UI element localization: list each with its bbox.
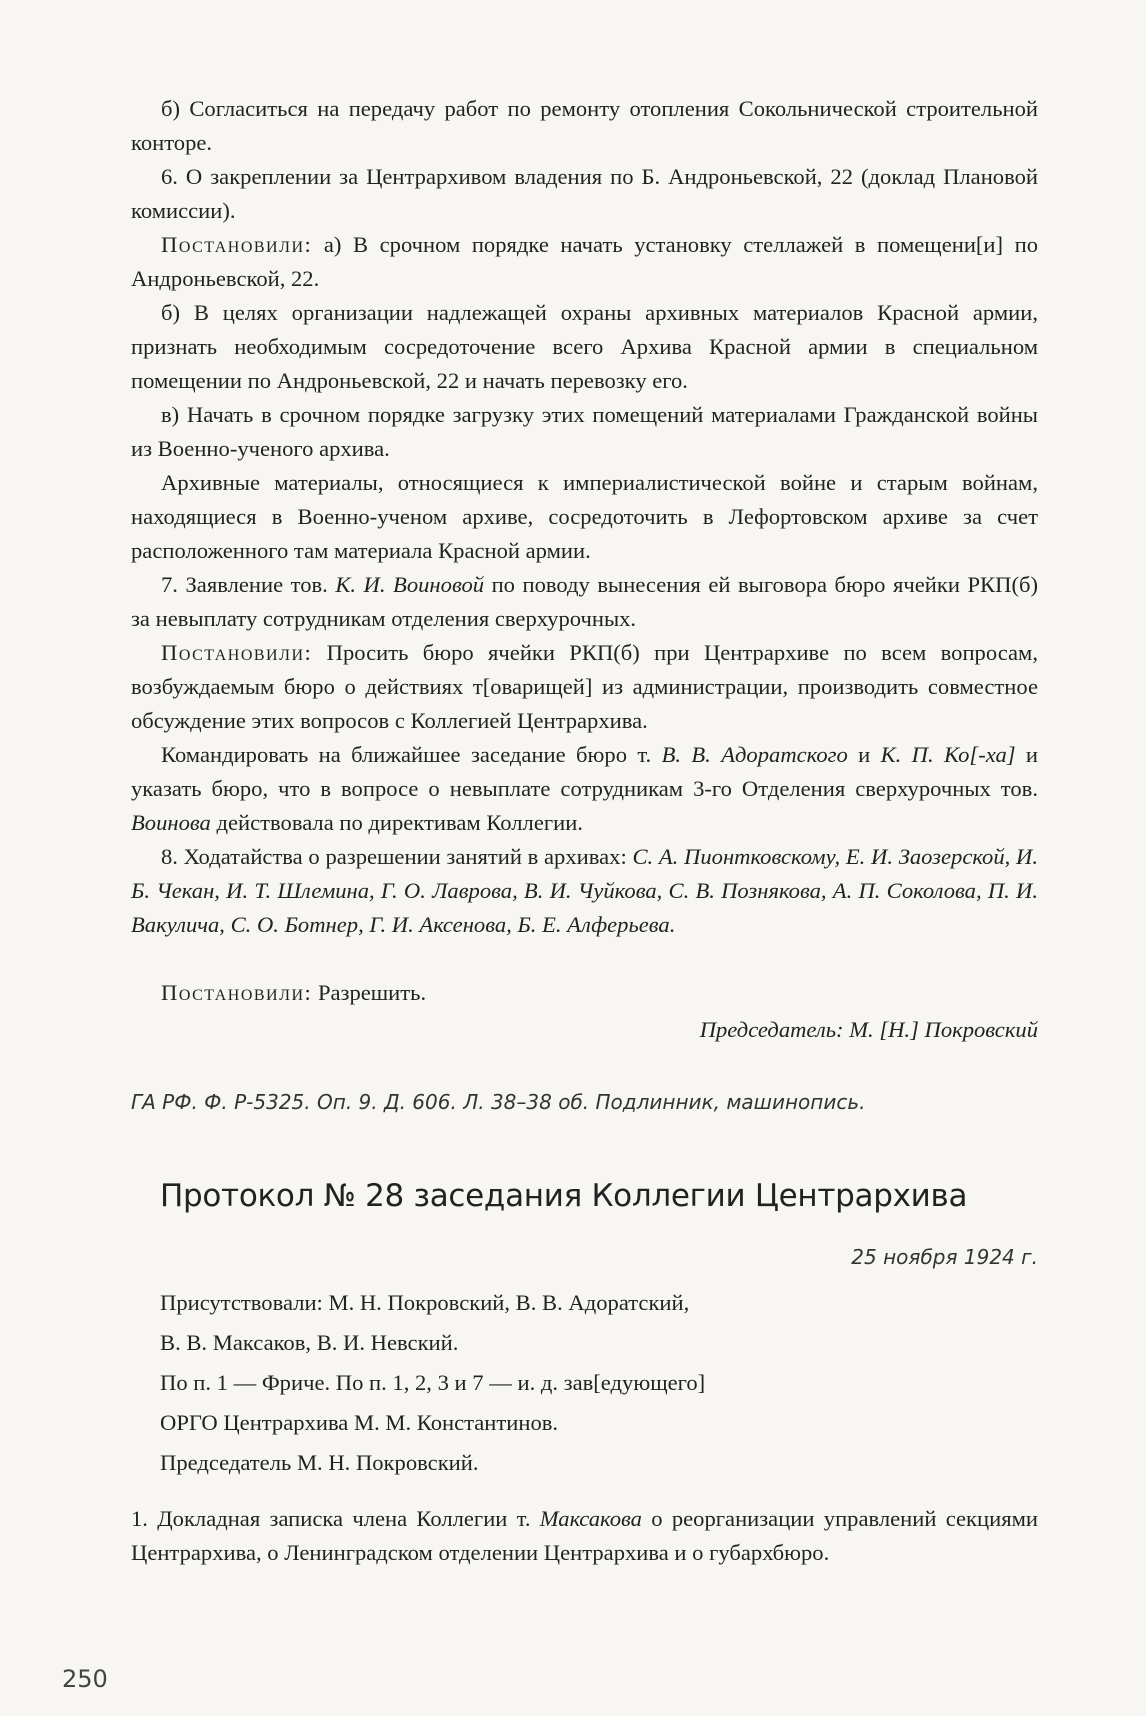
paragraph-item-7: 7. Заявление тов. К. И. Воиновой по поводу вынесения ей выговора бюро ячейки РКП(б) за невыплату сотрудникам отделения сверхурочных. [131,572,1038,631]
paragraph-item-8: 8. Ходатайства о разрешении занятий в архивах: С. А. Пионтковскому, Е. И. Заозерской, И. Б. Чекан, И. Т. Шлемина, Г. О. Лаврова, В. И. Чуйкова, С. В. Познякова, А. П. Соколова, П. И. Вакулича, С. О. Ботнер, Г. И. Аксенова, Б. Е. Алферьева. [131,844,1038,937]
person-name: Максакова [539,1506,642,1531]
paragraph-b-heating: б) Согласиться на передачу работ по ремонту отопления Сокольнической строительной конторе. [131,96,1038,155]
resolution-label: Постановили: [161,640,313,665]
attendees-line-5: Председатель М. Н. Покровский. [160,1450,479,1475]
paragraph-resolution-a: Постановили: а) В срочном порядке начать установку стеллажей в помещени[и] по Андроньевской, 22. [131,232,1038,291]
paragraph-resolution-c: в) Начать в срочном порядке загрузку этих помещений материалами Гражданской войны из Военно-ученого архива. [131,402,1038,461]
paragraph-item-6: 6. О закреплении за Центрархивом владения по Б. Андроньевской, 22 (доклад Плановой комиссии). [131,164,1038,223]
attendees-line-3: По п. 1 — Фриче. По п. 1, 2, 3 и 7 — и. д. зав[едующего] [160,1370,706,1395]
paragraph-resolution-item-7: Постановили: Просить бюро ячейки РКП(б) при Центрархиве по всем вопросам, возбуждаемым бюро о действиях т[оварищей] из администрации, производить совместное обсуждение этих вопросов с Коллегией Центрархива. [131,640,1038,733]
paragraph-resolution-item-8: Постановили: Разрешить. [161,980,427,1005]
archive-source-citation: ГА РФ. Ф. Р-5325. Оп. 9. Д. 606. Л. 38–38 об. Подлинник, машинопись. [131,1090,866,1114]
attendees-line-1: Присутствовали: М. Н. Покровский, В. В. Адоратский, [160,1290,690,1315]
chairman-signature: Председатель: М. [Н.] Покровский [699,1017,1038,1042]
person-names-list: С. А. Пионтковскому, Е. И. Заозерской, И. Б. Чекан, И. Т. Шлемина, Г. О. Лаврова, В. И. Чуйкова, С. В. Познякова, А. П. Соколова, П. И. Вакулича, С. О. Ботнер, Г. И. Аксенова, Б. Е. Алферьева. [131,844,1038,937]
person-name: К. И. Воиновой [335,572,485,597]
attendees-line-4: ОРГО Центрархива М. М. Константинов. [160,1410,559,1435]
paragraph-resolution-b: б) В целях организации надлежащей охраны архивных материалов Красной армии, признать необходимым сосредоточение всего Архива Красной армии в специальном помещении по Андроньевской, 22 и начать перевозку его. [131,300,1038,393]
resolution-label: Постановили: [161,980,313,1005]
paragraph-archive-materials: Архивные материалы, относящиеся к империалистической войне и старым войнам, находящиеся в Военно-ученом архиве, сосредоточить в Лефортовском архиве за счет расположенного там материала Красной армии. [131,470,1038,563]
protocol-date: 25 ноября 1924 г. [851,1245,1038,1269]
attendees-line-2: В. В. Максаков, В. И. Невский. [160,1330,459,1355]
resolution-label: Постановили: [161,232,313,257]
protocol-heading: Протокол № 28 заседания Коллегии Центрархива [160,1178,968,1214]
person-name: В. В. Адоратского [661,742,848,767]
person-name: Воинова [131,810,211,835]
page-number: 250 [62,1665,108,1693]
paragraph-delegation: Командировать на ближайшее заседание бюро т. В. В. Адоратского и К. П. Ко[-ха] и указать бюро, что в вопросе о невыплате сотрудникам 3-го Отделения сверхурочных тов. Воинова действовала по директивам Коллегии. [131,742,1039,835]
person-name: К. П. Ко[-ха] [880,742,1016,767]
agenda-item-1: 1. Докладная записка члена Коллегии т. Максакова о реорганизации управлений секциями Центрархива, о Ленинградском отделении Центрархива и о губархбюро. [131,1506,1038,1565]
